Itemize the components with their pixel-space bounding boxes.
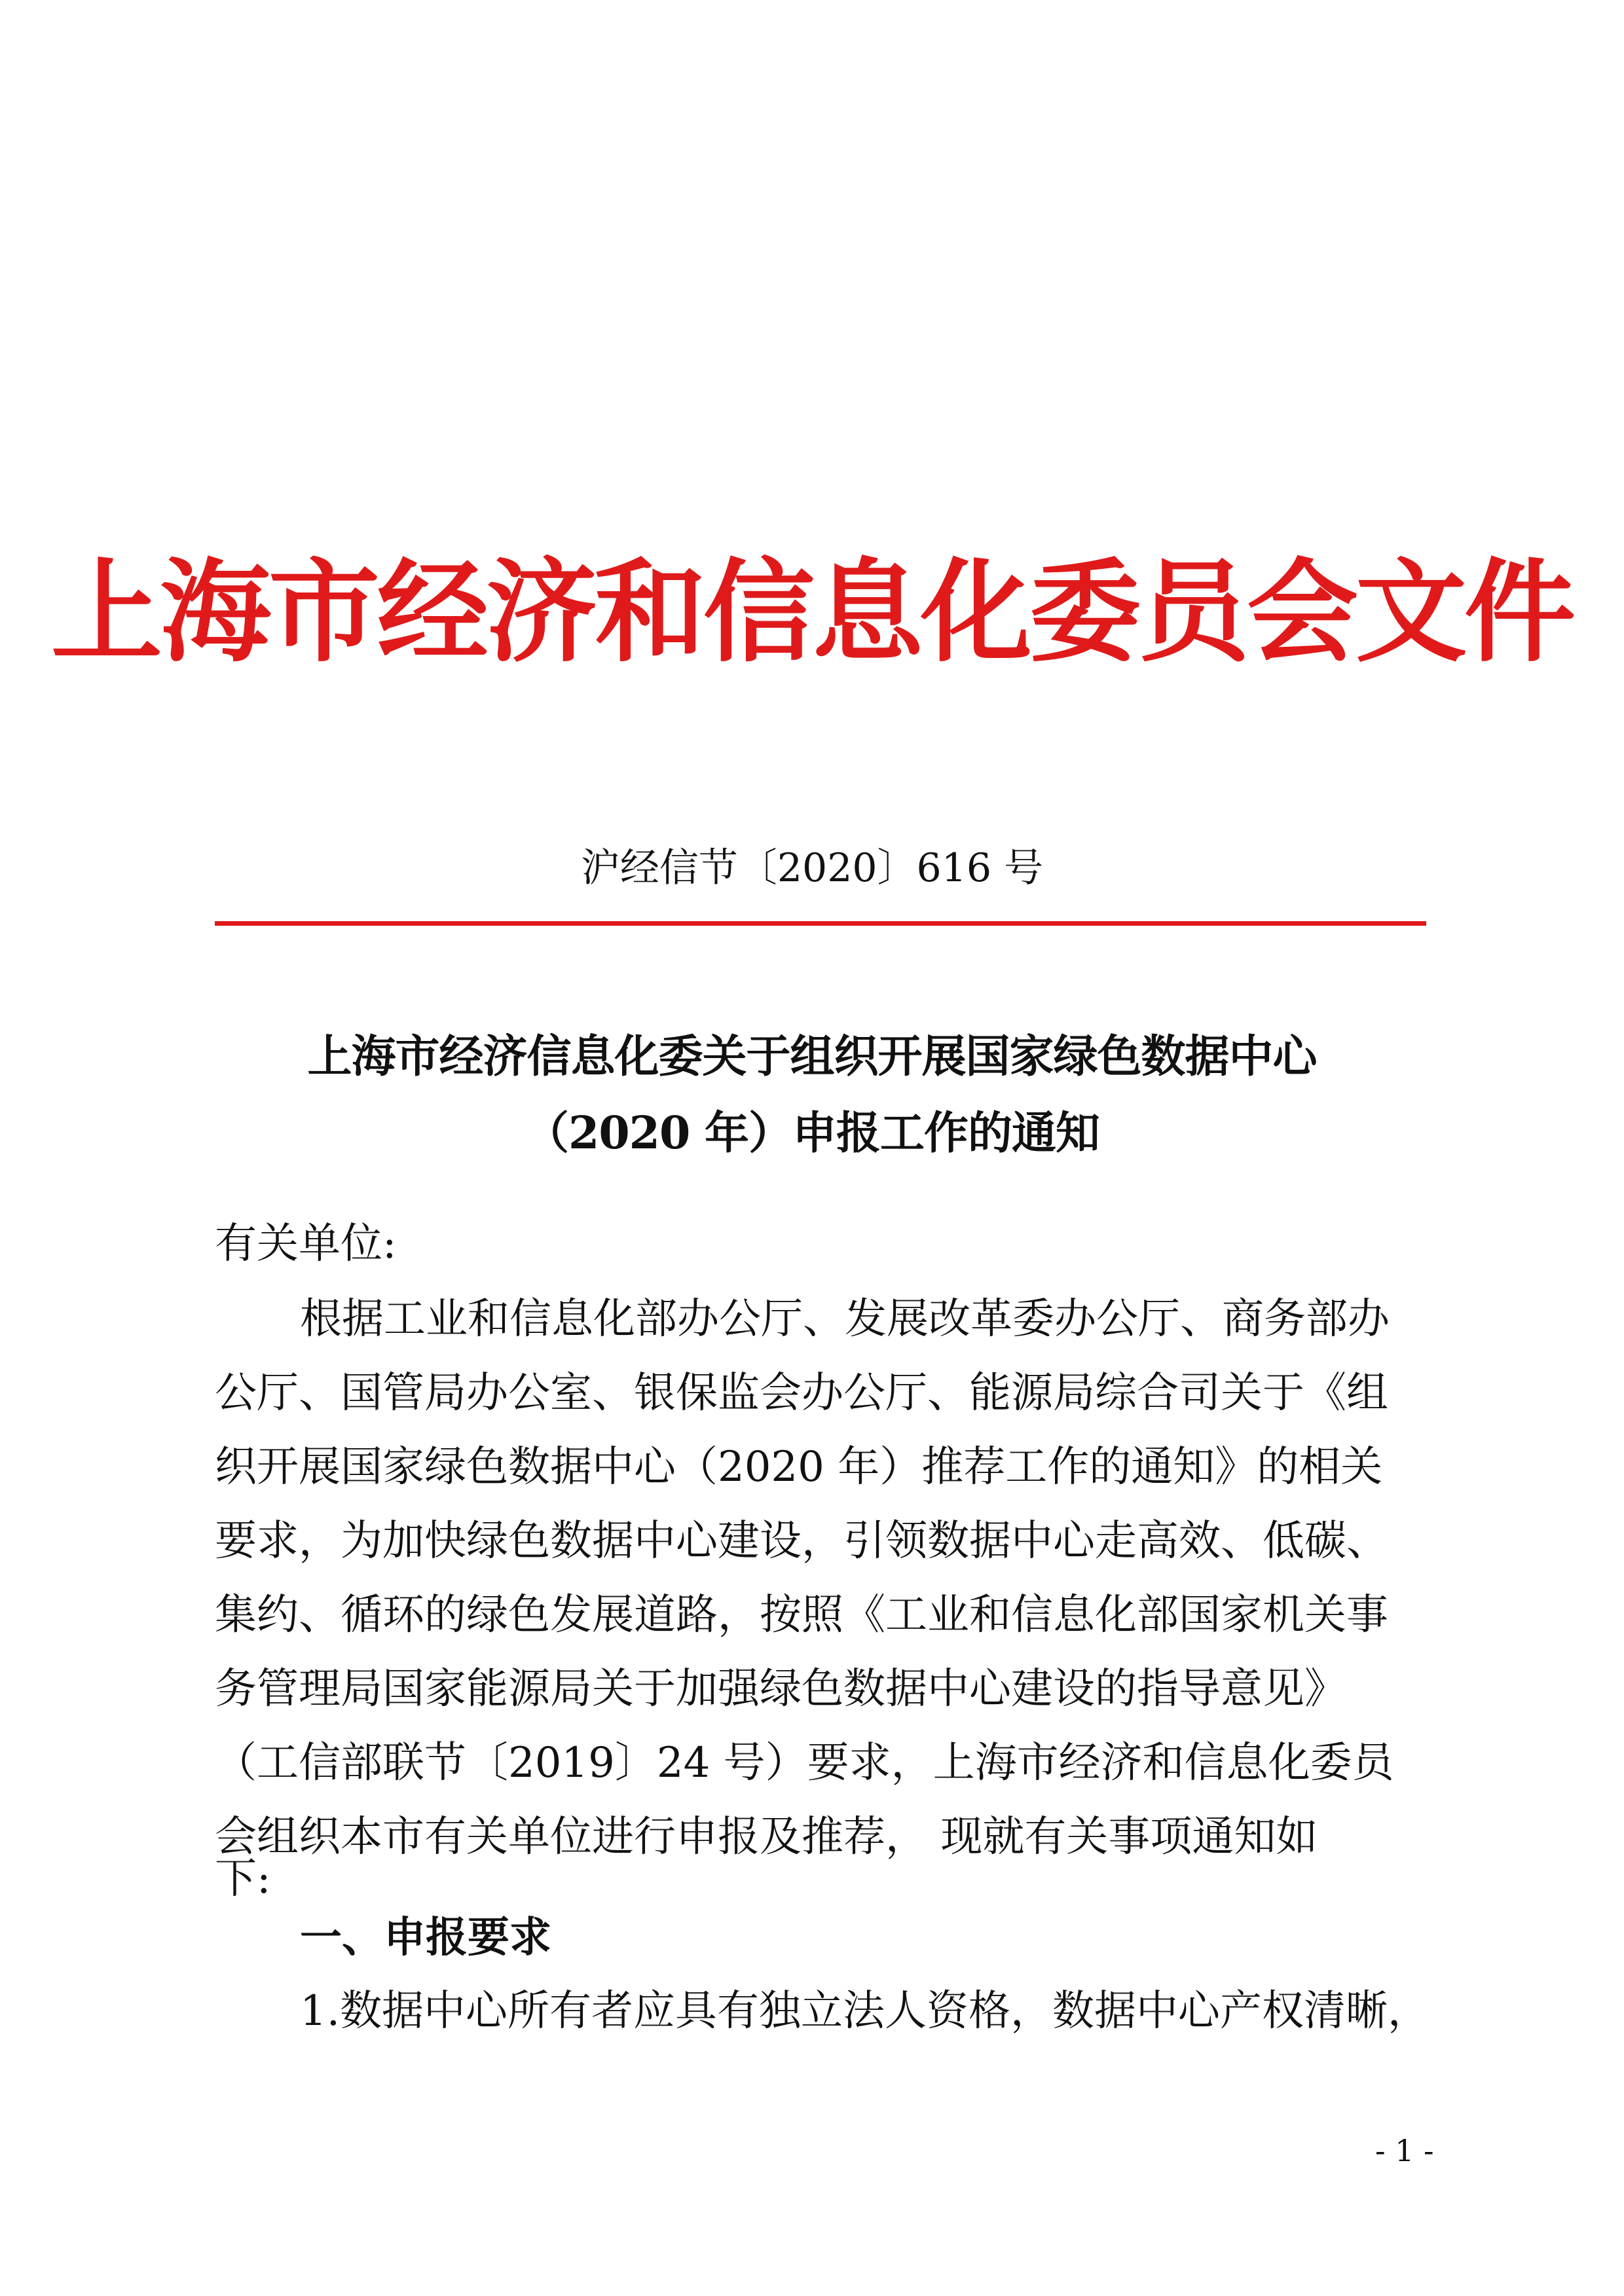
body-line: 会组织本市有关单位进行申报及推荐， 现就有关事项通知如 <box>215 1813 1318 1861</box>
red-divider-line <box>215 921 1426 926</box>
body-line: （工信部联节〔2019〕24 号）要求，上海市经济和信息化委员 <box>215 1739 1394 1787</box>
document-number: 沪经信节〔2020〕616 号 <box>580 845 1044 891</box>
body-line: 下: <box>215 1855 271 1903</box>
body-line: 要求，为加快绿色数据中心建设，引领数据中心走高效、低碳、 <box>215 1517 1388 1565</box>
body-line: 务管理局国家能源局关于加强绿色数据中心建设的指导意见》 <box>215 1665 1346 1713</box>
body-line: 公厅、国管局办公室、银保监会办公厅、能源局综合司关于《组 <box>215 1369 1388 1417</box>
section-heading: 一、申报要求 <box>300 1914 551 1962</box>
body-line: 根据工业和信息化部办公厅、发展改革委办公厅、商务部办 <box>300 1295 1390 1343</box>
salutation: 有关单位: <box>215 1220 397 1268</box>
issuer-header-title: 上海市经济和信息化委员会文件 <box>50 547 1573 678</box>
page-number: - 1 - <box>1375 2133 1434 2168</box>
body-line: 集约、循环的绿色发展道路，按照《工业和信息化部国家机关事 <box>215 1591 1388 1639</box>
notice-title-line-2: （2020 年）申报工作的通知 <box>525 1107 1099 1159</box>
body-line: 织开展国家绿色数据中心（2020 年）推荐工作的通知》的相关 <box>215 1443 1383 1491</box>
notice-title-line-1: 上海市经济信息化委关于组织开展国家绿色数据中心 <box>307 1030 1317 1083</box>
list-item-1: 1.数据中心所有者应具有独立法人资格，数据中心产权清晰， <box>300 1987 1430 2035</box>
